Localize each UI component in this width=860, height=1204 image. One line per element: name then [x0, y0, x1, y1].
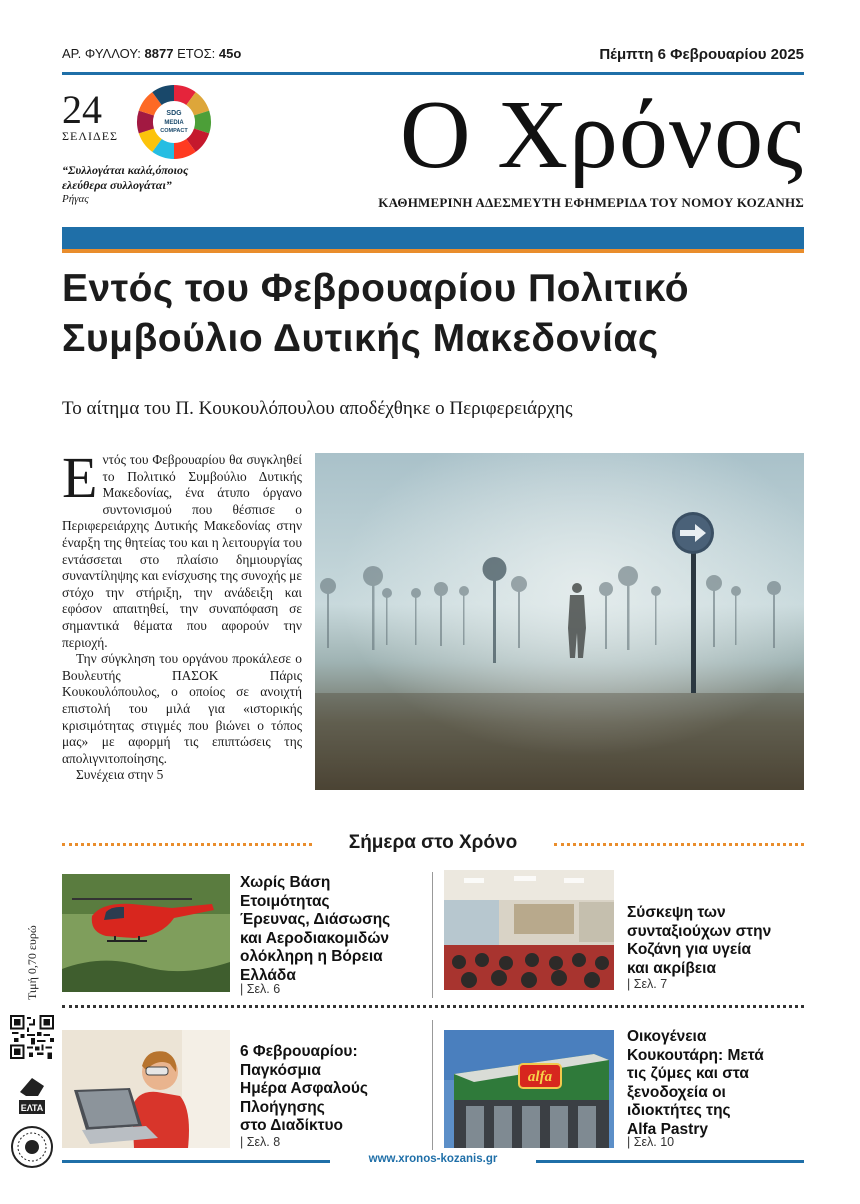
- issue-info: [62, 46, 241, 61]
- website-link[interactable]: www.xronos-kozanis.gr: [368, 1153, 498, 1165]
- story-2-title-line: Σύσκεψη των: [627, 904, 726, 921]
- story-4-title-line: ιδιοκτήτες της: [627, 1102, 731, 1119]
- section-title: Σήμερα στο Χρόνο: [348, 832, 518, 853]
- dropcap: Ε: [62, 445, 98, 510]
- header-band-orange: [62, 249, 804, 253]
- motto-quote: [62, 163, 188, 193]
- lead-paragraph-1-text: ντός του Φεβρουαρίου θα συγκληθεί το Πολιτικό Συμβούλιο Δυτικής Μακεδονίας, ένα άτυπο όργανο συντονισμού που θέσπισε ο Περιφερειάρχης Δυτικής Μακεδονίας στην έναρξη της θητείας του και η λειτουργία του εντάσσεται στο πλαίσιο δημιουργίας συναντίληψης και ενίσχυσης της συνοχής με στόχο την στήριξη, την ανάδειξη και εφόσον απαιτηθεί, την συναπόφαση σε σημαντικά θέματα που αφορούν την περιοχή.: [62, 452, 302, 650]
- sdg-text-2: MEDIA: [164, 120, 184, 126]
- story-1-title-line: και Αεροδιακομιδών: [240, 929, 390, 947]
- story-1-title-line: Ετοιμότητας: [240, 892, 330, 910]
- issue-date: Πέμπτη 6 Φεβρουαρίου 2025: [599, 46, 804, 63]
- footer-rule-right: [536, 1160, 804, 1163]
- header-band-blue: [62, 227, 804, 249]
- story-4-title-line: τις ζύμες και στα: [627, 1065, 749, 1082]
- price-label: [20, 872, 44, 1002]
- price-text: Τιμή 0,70 ευρώ: [25, 925, 39, 1000]
- story-4-title[interactable]: [627, 1028, 807, 1139]
- story-3-page-ref[interactable]: | Σελ. 8: [240, 1135, 281, 1149]
- story-3-title-line: Πλοήγησης: [240, 1098, 325, 1116]
- lead-paragraph-1: [62, 445, 302, 651]
- sdg-text-3: COMPACT: [160, 128, 188, 134]
- story-4-title-line: Alfa Pastry: [627, 1120, 708, 1138]
- lead-paragraph-2: Την σύγκληση του οργάνου προκάλεσε ο Βουλευτής ΠΑΣΟΚ Πάρις Κουκουλόπουλος, ο οποίος σε ανοιχτή επιστολή του μιλά για «ιστορικής κρισιμότητας στιγμές που βιώνει ο τόπος μας» με αφορμή τις επιπτώσεις της απολιγνιτοποίησης.: [62, 651, 302, 766]
- column-separator: [432, 872, 433, 998]
- issue-number: 8877: [144, 46, 174, 61]
- column-separator: [432, 1020, 433, 1150]
- story-3-title-line: στο Διαδίκτυο: [240, 1117, 344, 1134]
- today-section-header: [62, 830, 804, 856]
- issue-label: ΑΡ. ΦΥΛΛΟΥ:: [62, 46, 141, 61]
- pages-count: 24: [62, 87, 102, 132]
- lead-photo-foggy-signs: [315, 453, 804, 790]
- newspaper-masthead: Ο Χρόνος: [399, 81, 804, 189]
- headline-line-2: Συμβούλιο Δυτικής Μακεδονίας: [62, 317, 659, 360]
- elta-text: ΕΛΤΑ: [20, 1103, 44, 1113]
- story-2-photo-meeting[interactable]: [444, 870, 614, 990]
- story-2-title-line: και ακρίβεια: [627, 959, 716, 977]
- story-3-title[interactable]: [240, 1043, 420, 1136]
- year-label: ΕΤΟΣ:: [177, 46, 216, 61]
- newspaper-tagline: ΚΑΘΗΜΕΡΙΝΗ ΑΔΕΣΜΕΥΤΗ ΕΦΗΜΕΡΙΔΑ ΤΟΥ ΝΟΜΟΥ ΚΟΖΑΝΗΣ: [378, 195, 804, 210]
- continued-link[interactable]: Συνέχεια στην 5: [76, 767, 164, 783]
- sdg-media-compact-logo: [136, 84, 212, 160]
- story-2-title-line: συνταξιούχων στην: [627, 922, 772, 940]
- alfa-sign-text: alfa: [527, 1069, 553, 1085]
- story-2-title[interactable]: [627, 904, 807, 978]
- top-rule: [62, 72, 804, 75]
- qr-code[interactable]: [10, 1015, 54, 1059]
- story-1-title-line: Έρευνας, Διάσωσης: [240, 911, 391, 928]
- quote-line-1: “Συλλογάται καλά,όποιος: [62, 163, 189, 177]
- footer-rule-left: [62, 1160, 330, 1163]
- story-1-page-ref[interactable]: | Σελ. 6: [240, 982, 281, 996]
- section-dots-right: [554, 843, 804, 846]
- alfa-sign-icon: [519, 1064, 561, 1088]
- headline-line-1: Εντός του Φεβρουαρίου Πολιτικό: [62, 267, 690, 310]
- stories-row-separator: [62, 1005, 804, 1008]
- story-1-title-line: Ελλάδα: [240, 966, 296, 984]
- story-2-title-line: Κοζάνη για υγεία: [627, 941, 752, 958]
- story-1-title[interactable]: [240, 874, 420, 985]
- story-4-title-line: Οικογένεια: [627, 1028, 707, 1045]
- story-1-photo-helicopter[interactable]: [62, 874, 230, 992]
- year-value: 45ο: [218, 46, 242, 61]
- story-1-title-line: Χωρίς Βάση: [240, 874, 331, 891]
- story-3-title-line: Ημέρα Ασφαλούς: [240, 1080, 368, 1097]
- story-3-title-line: Παγκόσμια: [240, 1061, 321, 1079]
- pages-label: ΣΕΛΙΔΕΣ: [62, 129, 119, 143]
- story-4-title-line: Κουκουτάρη: Μετά: [627, 1046, 764, 1064]
- publisher-seal-icon: [10, 1125, 54, 1169]
- story-4-page-ref[interactable]: | Σελ. 10: [627, 1135, 675, 1149]
- story-3-photo-child-laptop[interactable]: [62, 1030, 230, 1148]
- lead-headline[interactable]: [62, 264, 822, 364]
- story-3-title-line: 6 Φεβρουαρίου:: [240, 1043, 358, 1060]
- story-2-page-ref[interactable]: | Σελ. 7: [627, 977, 668, 991]
- elta-logo: [16, 1074, 48, 1120]
- story-1-title-line: ολόκληρη η Βόρεια: [240, 948, 383, 965]
- sdg-text-1: SDG: [166, 110, 182, 117]
- quote-line-2: ελεύθερα συλλογάται”: [62, 178, 172, 192]
- story-4-title-line: ξενοδοχεία οι: [627, 1083, 726, 1101]
- lead-subhead: Το αίτημα του Π. Κουκουλόπουλου αποδέχθηκε ο Περιφερειάρχης: [62, 398, 573, 419]
- lead-article-body: [62, 445, 302, 784]
- quote-author: Ρήγας: [62, 193, 89, 205]
- story-4-photo-alfa-building[interactable]: [444, 1030, 614, 1148]
